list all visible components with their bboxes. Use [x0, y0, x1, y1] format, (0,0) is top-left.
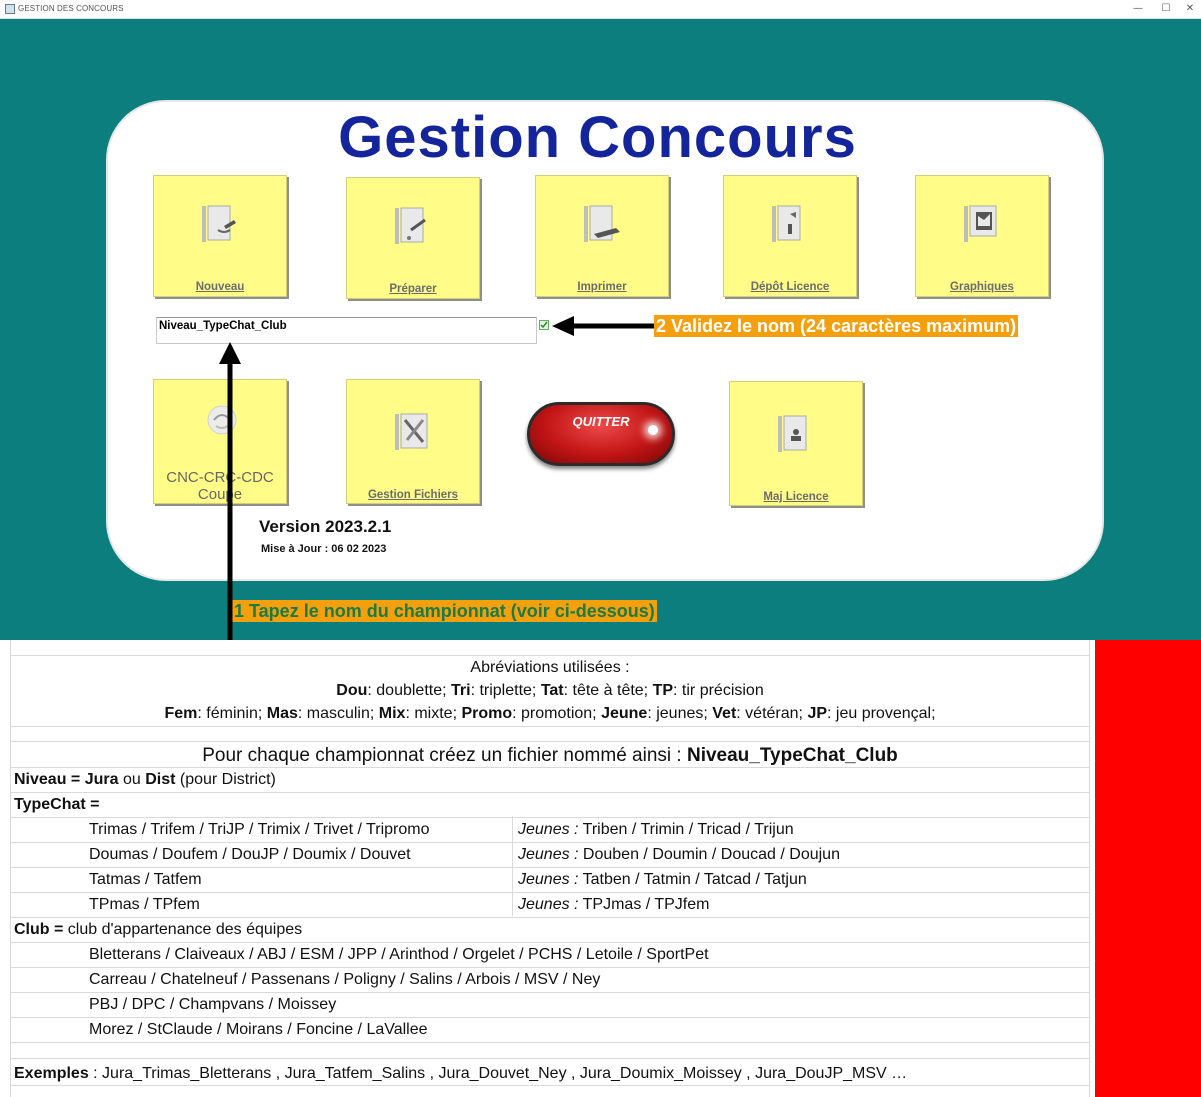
club-list-row: PBJ / DPC / Champvans / Moissey	[89, 996, 337, 1013]
club-list-row: Carreau / Chatelneuf / Passenans / Poligny / Salins / Arbois / MSV / Ney	[89, 971, 601, 988]
cnc-label-line2: Coupe	[197, 486, 243, 503]
graphiques-button[interactable]	[915, 175, 1049, 297]
file-rule: Pour chaque championnat créez un fichier nommé ainsi : Niveau_TypeChat_Club	[202, 745, 898, 766]
quit-glint	[648, 425, 658, 435]
abbr-key: Dou	[336, 682, 368, 699]
window-title: GESTION DES CONCOURS	[18, 4, 124, 13]
abbr-key: Tri	[451, 682, 471, 699]
club-row: Club = club d'appartenance des équipes	[14, 921, 303, 938]
printer-icon	[580, 200, 628, 248]
abbr-key: Mas	[266, 705, 298, 722]
update-date-text: Mise à Jour : 06 02 2023	[261, 543, 387, 555]
gestion-fichiers-label: Gestion Fichiers	[367, 489, 459, 501]
callout-validate-name: 2 Validez le nom (24 caractères maximum)	[656, 316, 1017, 336]
examples-row: Exemples : Jura_Trimas_Bletterans , Jura_Tatfem_Salins , Jura_Douvet_Ney , Jura_Doumix_Moissey , Jura_DouJP_MSV …	[14, 1065, 908, 1082]
callout-type-name: 1 Tapez le nom du championnat (voir ci-dessous)	[234, 601, 655, 621]
abbr-key: TP	[652, 682, 674, 699]
typechat-youth-cell	[518, 871, 807, 889]
abbr-value: : jeunes;	[647, 705, 713, 722]
abbr-key: JP	[807, 705, 828, 722]
abbr-value: : masculin;	[297, 705, 379, 722]
prepare-document-icon	[391, 202, 439, 250]
youth-types: Tatben / Tatmin / Tatcad / Tatjun	[578, 871, 807, 888]
new-document-icon	[198, 200, 246, 248]
depot-licence-label: Dépôt Licence	[750, 281, 830, 293]
window-titlebar	[0, 0, 1201, 19]
abbr-key: Tat	[540, 682, 564, 699]
abbr-key: Jeune	[601, 705, 648, 722]
quit-label: QUITTER	[572, 414, 630, 429]
abbr-title: Abréviations utilisées :	[470, 659, 630, 676]
jeunes-label: Jeunes :	[518, 846, 579, 863]
typechat-youth-cell	[518, 846, 840, 864]
quit-button[interactable]	[527, 402, 675, 466]
youth-types: Douben / Doumin / Doucad / Doujun	[578, 846, 840, 863]
abbr-value: : jeu provençal;	[827, 705, 936, 722]
app-window-icon	[5, 4, 15, 14]
abbr-value: : tir précision	[673, 682, 764, 699]
typechat-label: TypeChat =	[14, 796, 100, 813]
abbr-line-2	[10, 705, 1090, 723]
abbr-key: Vet	[712, 705, 737, 722]
minimize-button[interactable]: —	[1133, 3, 1143, 14]
jeunes-label: Jeunes :	[518, 821, 579, 838]
nouveau-label: Nouveau	[195, 281, 245, 293]
license-deposit-icon	[768, 200, 816, 248]
red-side-panel	[1095, 640, 1201, 1097]
abbr-value: : mixte;	[405, 705, 462, 722]
typechat-adult-cell: Tatmas / Tatfem	[89, 871, 202, 888]
tools-icon	[391, 408, 439, 456]
maximize-button[interactable]: ☐	[1161, 3, 1171, 14]
gestion-fichiers-button[interactable]	[346, 379, 480, 504]
championship-name-input[interactable]	[156, 317, 537, 344]
validate-check-icon[interactable]	[539, 320, 549, 330]
abbr-key: Mix	[378, 705, 406, 722]
abbr-value: : féminin;	[197, 705, 267, 722]
typechat-youth-cell	[518, 896, 709, 914]
typechat-youth-cell	[518, 821, 794, 839]
jeunes-label: Jeunes :	[518, 871, 579, 888]
graphiques-label: Graphiques	[950, 281, 1014, 293]
version-text: Version 2023.2.1	[259, 517, 392, 536]
typechat-adult-cell: Doumas / Doufem / DouJP / Doumix / Douvet	[89, 846, 411, 863]
abbr-key: Promo	[461, 705, 513, 722]
typechat-adult-cell: Trimas / Trifem / TriJP / Trimix / Trivet / Tripromo	[89, 821, 430, 838]
imprimer-button[interactable]	[535, 175, 669, 297]
preparer-button[interactable]	[346, 177, 480, 299]
abbr-key: Fem	[164, 705, 198, 722]
typechat-adult-cell: TPmas / TPfem	[89, 896, 200, 913]
abbr-value: : triplette;	[470, 682, 541, 699]
cnc-crc-cdc-coupe-button[interactable]	[153, 379, 287, 504]
youth-types: Triben / Trimin / Tricad / Trijun	[578, 821, 794, 838]
charts-icon	[960, 200, 1008, 248]
abbr-value: : tête à tête;	[563, 682, 653, 699]
license-update-icon	[774, 410, 822, 458]
abbr-value: : promotion;	[512, 705, 602, 722]
depot-licence-button[interactable]	[723, 175, 857, 297]
close-button[interactable]: ✕	[1185, 3, 1195, 14]
niveau-row: Niveau = Jura ou Dist (pour District)	[14, 771, 276, 788]
abbr-value: : doublette;	[367, 682, 451, 699]
abbr-value: : vétéran;	[736, 705, 808, 722]
cnc-label-line1: CNC-CRC-CDC	[166, 469, 274, 486]
trophy-logo-icon	[198, 398, 246, 446]
jeunes-label: Jeunes :	[518, 896, 579, 913]
imprimer-label: Imprimer	[577, 281, 627, 293]
club-list-row: Bletterans / Claiveaux / ABJ / ESM / JPP / Arinthod / Orgelet / PCHS / Letoile / SportPet	[89, 946, 709, 963]
maj-licence-button[interactable]	[729, 381, 863, 506]
preparer-label: Préparer	[389, 283, 437, 295]
nouveau-button[interactable]	[153, 175, 287, 297]
club-list-row: Morez / StClaude / Moirans / Foncine / LaVallee	[89, 1021, 428, 1038]
youth-types: TPJmas / TPJfem	[578, 896, 710, 913]
app-heading: Gestion Concours	[338, 105, 857, 170]
maj-licence-label: Maj Licence	[763, 491, 829, 503]
abbr-line-1	[10, 682, 1090, 700]
